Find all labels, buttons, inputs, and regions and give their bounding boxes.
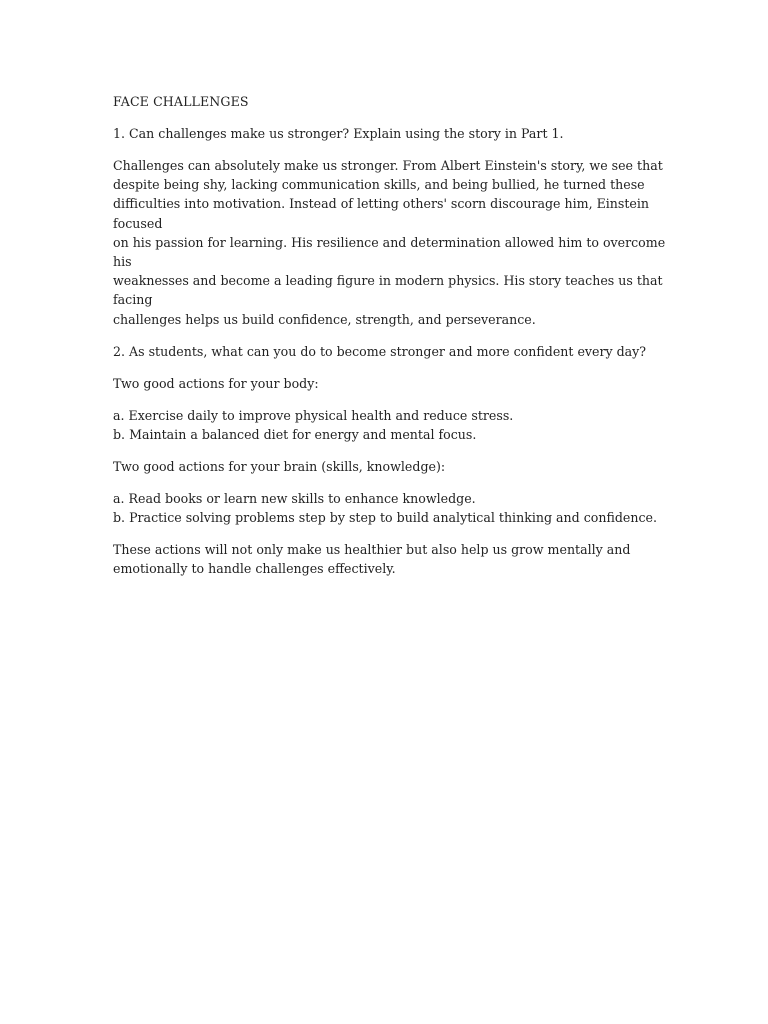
question-2: 2. As students, what can you do to become stronger and more confident every day? <box>113 343 647 359</box>
conclusion-line: emotionally to handle challenges effectively. <box>113 561 396 577</box>
answer-1-line: despite being shy, lacking communication skills, and being bullied, he turned these <box>113 177 645 193</box>
brain-actions-list <box>113 489 673 527</box>
answer-1-line: challenges helps us build confidence, strength, and perseverance. <box>113 311 536 327</box>
answer-1-line: weaknesses and become a leading figure in modern physics. His story teaches us that facing <box>113 273 663 308</box>
brain-action-item: b. Practice solving problems step by step to build analytical thinking and confidence. <box>113 510 657 526</box>
answer-1-paragraph <box>113 156 673 329</box>
body-actions-heading: Two good actions for your body: <box>113 375 319 391</box>
conclusion-line: These actions will not only make us healthier but also help us grow mentally and <box>113 542 631 558</box>
conclusion-paragraph <box>113 540 673 578</box>
answer-1-line: difficulties into motivation. Instead of letting others' scorn discourage him, Einstein focused <box>113 196 650 231</box>
brain-action-item: a. Read books or learn new skills to enhance knowledge. <box>113 490 476 506</box>
answer-1-line: on his passion for learning. His resilience and determination allowed him to overcome his <box>113 234 666 270</box>
answer-1-line: Challenges can absolutely make us stronger. From Albert Einstein's story, we see that <box>113 158 663 173</box>
question-1: 1. Can challenges make us stronger? Explain using the story in Part 1. <box>113 126 564 141</box>
body-actions-list <box>113 406 673 444</box>
brain-actions-heading: Two good actions for your brain (skills, knowledge): <box>113 458 446 474</box>
document-body <box>113 92 673 591</box>
document-title: FACE CHALLENGES <box>113 94 249 109</box>
body-action-item: a. Exercise daily to improve physical health and reduce stress. <box>113 407 514 423</box>
body-action-item: b. Maintain a balanced diet for energy and mental focus. <box>113 426 477 442</box>
